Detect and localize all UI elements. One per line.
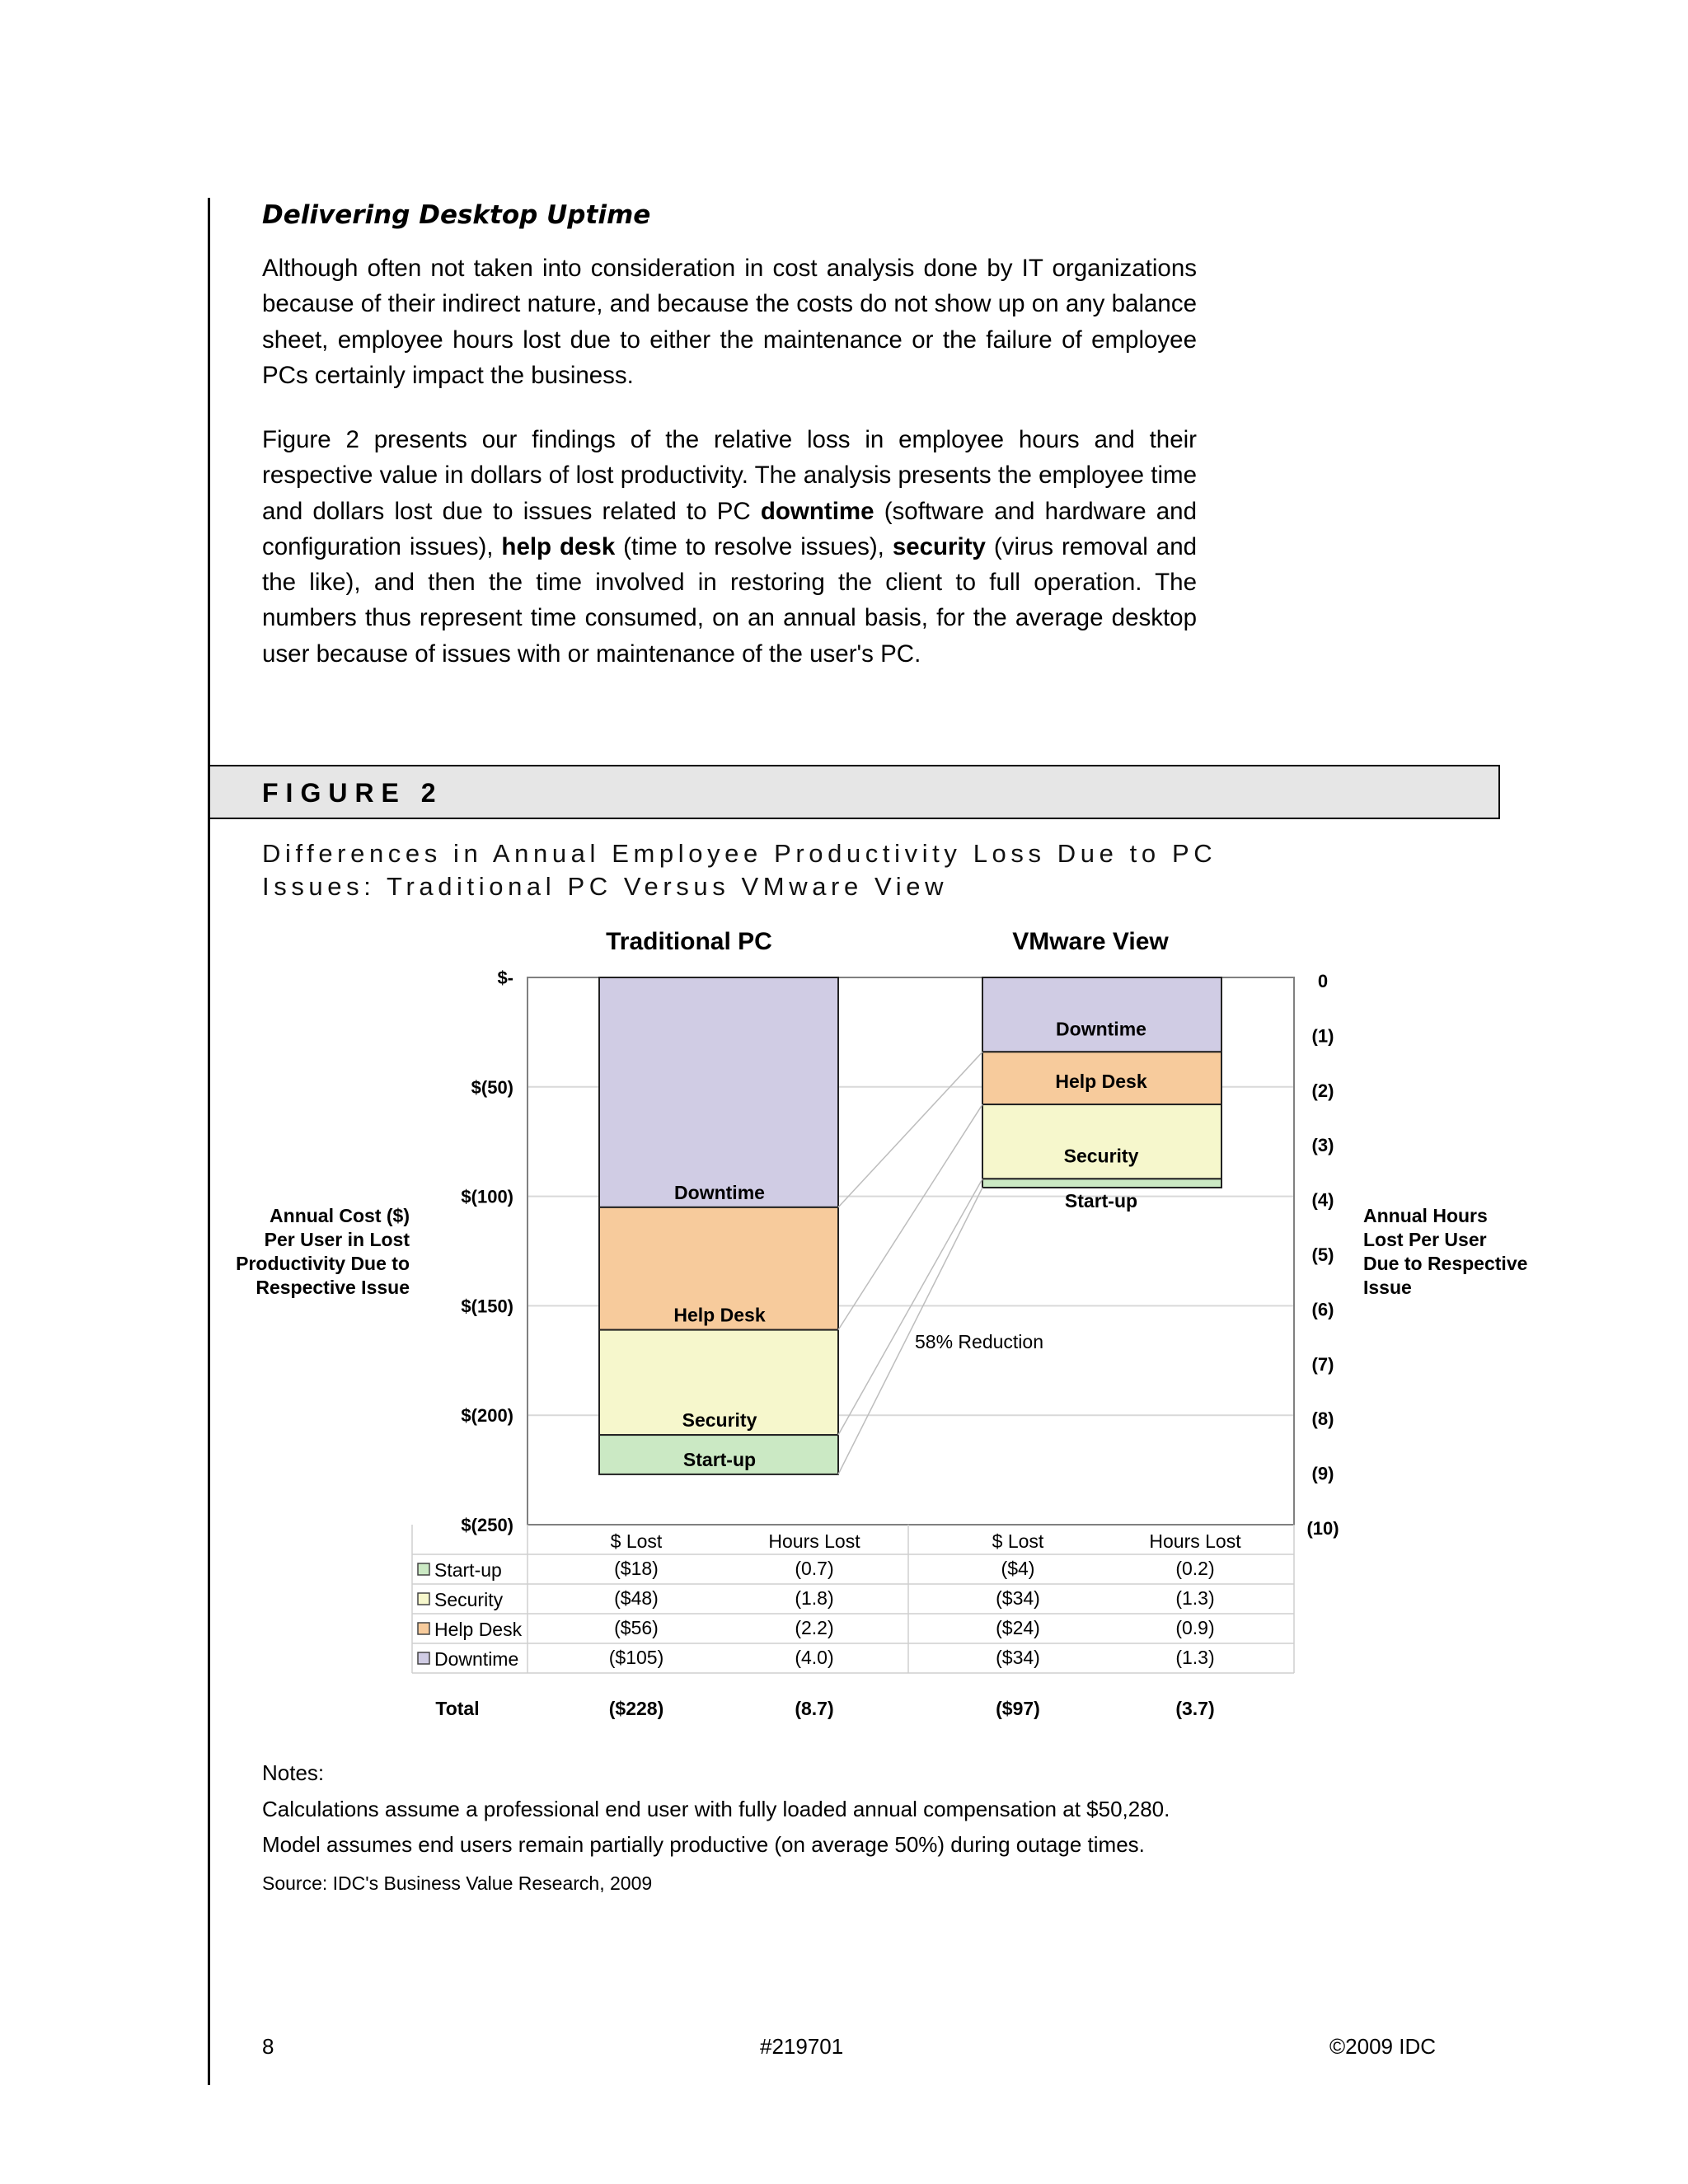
right-axis-tick: (2) [1311, 1080, 1334, 1101]
emphasis-term: downtime [760, 497, 874, 525]
table-cell: ($18) [614, 1558, 659, 1579]
table-cell: (0.2) [1175, 1558, 1215, 1579]
bar-segment-label: Security [682, 1409, 757, 1432]
copyright-notice: ©2009 IDC [1329, 2034, 1436, 2059]
right-axis-tick: (6) [1311, 1299, 1334, 1320]
note-productivity: Model assumes end users remain partially productive (on average 50%) during outage times. [262, 1832, 1145, 1857]
total-value: ($228) [608, 1698, 664, 1719]
paragraph-text-run: (software and hardware and configuration issues), [262, 497, 1197, 560]
right-axis-tick: (4) [1311, 1189, 1334, 1211]
figure-subtitle-line-2: Issues: Traditional PC Versus VMware View [262, 872, 949, 901]
total-value: (8.7) [795, 1698, 834, 1719]
right-axis-title: Issue [1363, 1277, 1412, 1298]
paragraph-text-run: (time to resolve issues), [615, 532, 893, 560]
table-cell: (1.8) [795, 1587, 834, 1609]
bar-segment-label: Help Desk [1055, 1071, 1147, 1093]
right-axis-tick: (5) [1311, 1244, 1334, 1265]
page-number: 8 [262, 2034, 274, 2059]
right-axis-title: Lost Per User [1363, 1229, 1487, 1250]
left-axis-title: Respective Issue [256, 1277, 410, 1298]
table-cell: (0.7) [795, 1558, 834, 1579]
table-cell: ($105) [608, 1647, 664, 1668]
bar-segment-downtime [599, 977, 838, 1207]
bar-segment-label: Start-up [682, 1448, 757, 1470]
right-axis-tick: 0 [1317, 971, 1329, 991]
legend-swatch [418, 1563, 429, 1575]
table-cell: ($4) [1001, 1558, 1035, 1579]
table-column-header: $ Lost [992, 1530, 1044, 1552]
section-heading: Delivering Desktop Uptime [262, 200, 651, 230]
reduction-annotation: 58% Reduction [915, 1331, 1043, 1352]
bar-segment-label: Help Desk [673, 1304, 766, 1326]
table-column-header: Hours Lost [1149, 1530, 1241, 1552]
table-cell: ($34) [996, 1587, 1040, 1609]
table-cell: ($34) [996, 1647, 1040, 1668]
table-cell: (2.2) [795, 1617, 834, 1638]
bar-segment-label: Start-up [1064, 1189, 1138, 1212]
left-axis-tick: $- [497, 968, 513, 988]
right-axis-title: Annual Hours [1363, 1205, 1488, 1226]
notes-title: Notes: [262, 1760, 325, 1785]
chart-group-title: Traditional PC [606, 928, 772, 955]
chart-group-title: VMware View [1012, 928, 1169, 955]
left-axis-title: Per User in Lost [264, 1229, 410, 1250]
legend-label: Start-up [434, 1559, 502, 1581]
table-column-header: Hours Lost [768, 1530, 860, 1552]
left-axis-tick: $(150) [461, 1296, 513, 1317]
right-axis-tick: (7) [1311, 1353, 1334, 1375]
total-value: (3.7) [1175, 1698, 1215, 1719]
left-axis-tick: $(100) [461, 1186, 513, 1207]
table-cell: (1.3) [1175, 1587, 1215, 1609]
table-cell: (1.3) [1175, 1647, 1215, 1668]
left-axis-tick: $(250) [461, 1515, 513, 1535]
connector-line [838, 1052, 982, 1207]
left-axis-title: Annual Cost ($) [270, 1205, 410, 1226]
legend-swatch [418, 1623, 429, 1634]
bar-segment-label: Downtime [674, 1181, 765, 1203]
right-axis-tick: (10) [1306, 1518, 1339, 1539]
left-axis-tick: $(50) [471, 1076, 513, 1098]
total-label: Total [435, 1698, 480, 1719]
right-axis-tick: (3) [1311, 1135, 1334, 1156]
document-id: #219701 [760, 2034, 844, 2059]
table-cell: ($24) [996, 1617, 1040, 1638]
legend-label: Security [434, 1589, 504, 1610]
left-axis-tick: $(200) [461, 1405, 513, 1427]
table-cell: (0.9) [1175, 1617, 1215, 1638]
right-axis-tick: (9) [1311, 1463, 1334, 1484]
note-compensation: Calculations assume a professional end user with fully loaded annual compensation at $50,280. [262, 1797, 1170, 1821]
right-axis-tick: (1) [1311, 1025, 1334, 1047]
paragraph-text-run: Figure 2 presents our findings of the relative loss in employee hours and their respective value in dollars of lost productivity. The analysis presents the employee time and dollars lost due to issues related to PC [262, 426, 1197, 525]
table-cell: ($56) [614, 1617, 659, 1638]
intro-paragraph: Although often not taken into consideration in cost analysis done by IT organizations because of their indirect nature, and because the costs do not show up on any balance sheet, employee hours lost due to either the maintenance or the failure of employee PCs certainly impact the business. [262, 255, 1197, 389]
right-axis-title: Due to Respective [1363, 1253, 1528, 1274]
bar-segment-label: Security [1063, 1145, 1139, 1167]
right-axis-tick: (8) [1311, 1408, 1334, 1430]
source-citation: Source: IDC's Business Value Research, 2009 [262, 1872, 653, 1894]
emphasis-term: help desk [501, 532, 616, 560]
bar-segment-start-up [982, 1179, 1221, 1188]
total-value: ($97) [996, 1698, 1040, 1719]
legend-label: Downtime [434, 1648, 519, 1670]
paragraph-text-run: (virus removal and the like), and then the time involved in restoring the client to full operation. The numbers thus represent time consumed, on an annual basis, for the average desktop user because of issues with or maintenance of the user's PC. [262, 532, 1198, 668]
bar-segment-downtime [982, 977, 1221, 1052]
bar-segment-label: Downtime [1056, 1018, 1146, 1040]
figure-subtitle-line-1: Differences in Annual Employee Productivity Loss Due to PC [262, 839, 1217, 868]
legend-label: Help Desk [434, 1619, 523, 1640]
table-cell: ($48) [614, 1587, 659, 1609]
bar-segment-security [982, 1104, 1221, 1179]
table-column-header: $ Lost [610, 1530, 663, 1552]
left-axis-title: Productivity Due to [236, 1253, 410, 1274]
table-cell: (4.0) [795, 1647, 834, 1668]
legend-swatch [418, 1652, 429, 1664]
figure-label: FIGURE 2 [262, 778, 443, 808]
emphasis-term: security [892, 532, 986, 560]
legend-swatch [418, 1593, 429, 1605]
